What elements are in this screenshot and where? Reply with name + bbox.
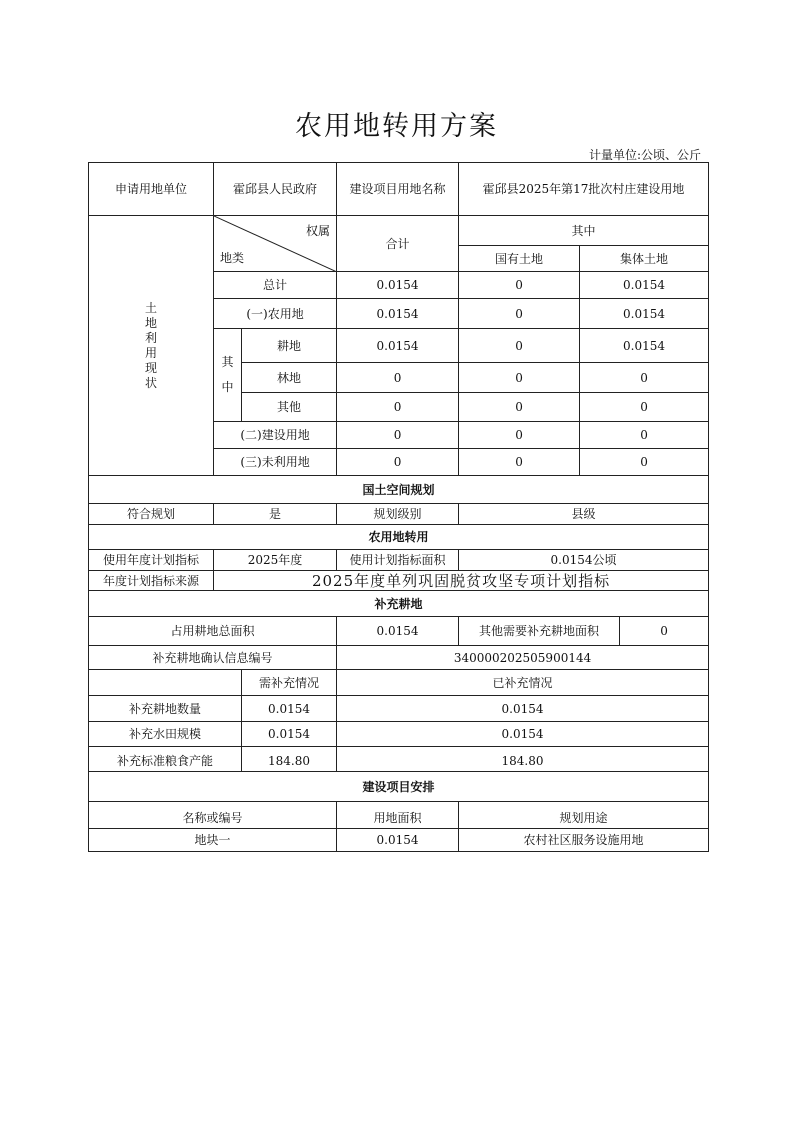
row-label: (三)未利用地 <box>214 449 337 476</box>
done-header: 已补充情况 <box>337 670 709 696</box>
total-value: 0 <box>337 422 459 449</box>
state-value: 0 <box>459 449 580 476</box>
conform-value: 是 <box>214 504 337 525</box>
supplement-row-label: 补充耕地数量 <box>89 696 242 722</box>
name-header: 名称或编号 <box>89 802 337 829</box>
state-value: 0 <box>459 422 580 449</box>
applicant-value: 霍邱县人民政府 <box>214 163 337 216</box>
state-value: 0 <box>459 272 580 299</box>
conversion-section-header: 农用地转用 <box>89 525 709 550</box>
collective-value: 0.0154 <box>580 329 709 363</box>
diag-landtype-label: 地类 <box>220 251 245 265</box>
diagonal-header-cell <box>214 216 337 272</box>
collective-value: 0 <box>580 393 709 422</box>
among-char: 中 <box>221 380 234 394</box>
collective-land-header: 集体土地 <box>580 246 709 272</box>
state-value: 0 <box>459 299 580 329</box>
supplement-row-label: 补充标准粮食产能 <box>89 747 242 772</box>
unit-note: 计量单位:公顷、公斤 <box>588 148 701 162</box>
area-label: 使用计划指标面积 <box>337 550 459 571</box>
row-label: (一)农用地 <box>214 299 337 329</box>
conversion-plan-table <box>88 162 709 852</box>
confirm-value: 340000202505900144 <box>337 646 709 670</box>
collective-value: 0 <box>580 449 709 476</box>
total-value: 0.0154 <box>337 272 459 299</box>
other-label: 其他需要补充耕地面积 <box>459 617 620 646</box>
side-char: 土 <box>145 300 158 315</box>
need-value: 184.80 <box>242 747 337 772</box>
total-header: 合计 <box>337 216 459 272</box>
state-value: 0 <box>459 393 580 422</box>
supplement-row-label: 补充水田规模 <box>89 722 242 747</box>
side-char: 现 <box>145 360 158 375</box>
among-side-label <box>214 329 242 422</box>
area-header: 用地面积 <box>337 802 459 829</box>
area-value: 0.0154公顷 <box>459 550 709 571</box>
level-label: 规划级别 <box>337 504 459 525</box>
level-value: 县级 <box>459 504 709 525</box>
row-label: 总计 <box>214 272 337 299</box>
among-char: 其 <box>221 355 234 369</box>
year-label: 使用年度计划指标 <box>89 550 214 571</box>
row-label: 耕地 <box>242 329 337 363</box>
row-label: 其他 <box>242 393 337 422</box>
parcel-area: 0.0154 <box>337 829 459 852</box>
collective-value: 0.0154 <box>580 299 709 329</box>
state-land-header: 国有土地 <box>459 246 580 272</box>
total-value: 0 <box>337 449 459 476</box>
parcel-usage: 农村社区服务设施用地 <box>459 829 709 852</box>
other-value: 0 <box>620 617 709 646</box>
arrangement-section-header: 建设项目安排 <box>89 772 709 802</box>
need-header: 需补充情况 <box>242 670 337 696</box>
occupied-value: 0.0154 <box>337 617 459 646</box>
side-char: 状 <box>145 375 158 390</box>
empty-corner-cell <box>89 670 242 696</box>
collective-value: 0.0154 <box>580 272 709 299</box>
done-value: 0.0154 <box>337 722 709 747</box>
year-value: 2025年度 <box>214 550 337 571</box>
applicant-label: 申请用地单位 <box>89 163 214 216</box>
side-char: 地 <box>145 315 158 330</box>
total-value: 0.0154 <box>337 329 459 363</box>
source-label: 年度计划指标来源 <box>89 571 214 591</box>
conform-label: 符合规划 <box>89 504 214 525</box>
occupied-label: 占用耕地总面积 <box>89 617 337 646</box>
row-label: 林地 <box>242 363 337 393</box>
confirm-label: 补充耕地确认信息编号 <box>89 646 337 670</box>
side-char: 用 <box>145 345 158 360</box>
page-title: 农用地转用方案 <box>295 111 498 142</box>
usage-header: 规划用途 <box>459 802 709 829</box>
diag-ownership-label: 权属 <box>306 224 331 238</box>
done-value: 0.0154 <box>337 696 709 722</box>
need-value: 0.0154 <box>242 696 337 722</box>
state-value: 0 <box>459 363 580 393</box>
supplement-section-header: 补充耕地 <box>89 591 709 617</box>
parcel-name: 地块一 <box>89 829 337 852</box>
total-value: 0 <box>337 363 459 393</box>
collective-value: 0 <box>580 422 709 449</box>
among-header: 其中 <box>459 216 709 246</box>
total-value: 0 <box>337 393 459 422</box>
state-value: 0 <box>459 329 580 363</box>
source-value: 2025年度单列巩固脱贫攻坚专项计划指标 <box>214 571 709 591</box>
planning-section-header: 国土空间规划 <box>89 476 709 504</box>
done-value: 184.80 <box>337 747 709 772</box>
total-value: 0.0154 <box>337 299 459 329</box>
side-char: 利 <box>145 330 158 345</box>
row-label: (二)建设用地 <box>214 422 337 449</box>
project-value: 霍邱县2025年第17批次村庄建设用地 <box>459 163 709 216</box>
collective-value: 0 <box>580 363 709 393</box>
project-label: 建设项目用地名称 <box>337 163 459 216</box>
need-value: 0.0154 <box>242 722 337 747</box>
land-use-side-label <box>89 216 214 476</box>
